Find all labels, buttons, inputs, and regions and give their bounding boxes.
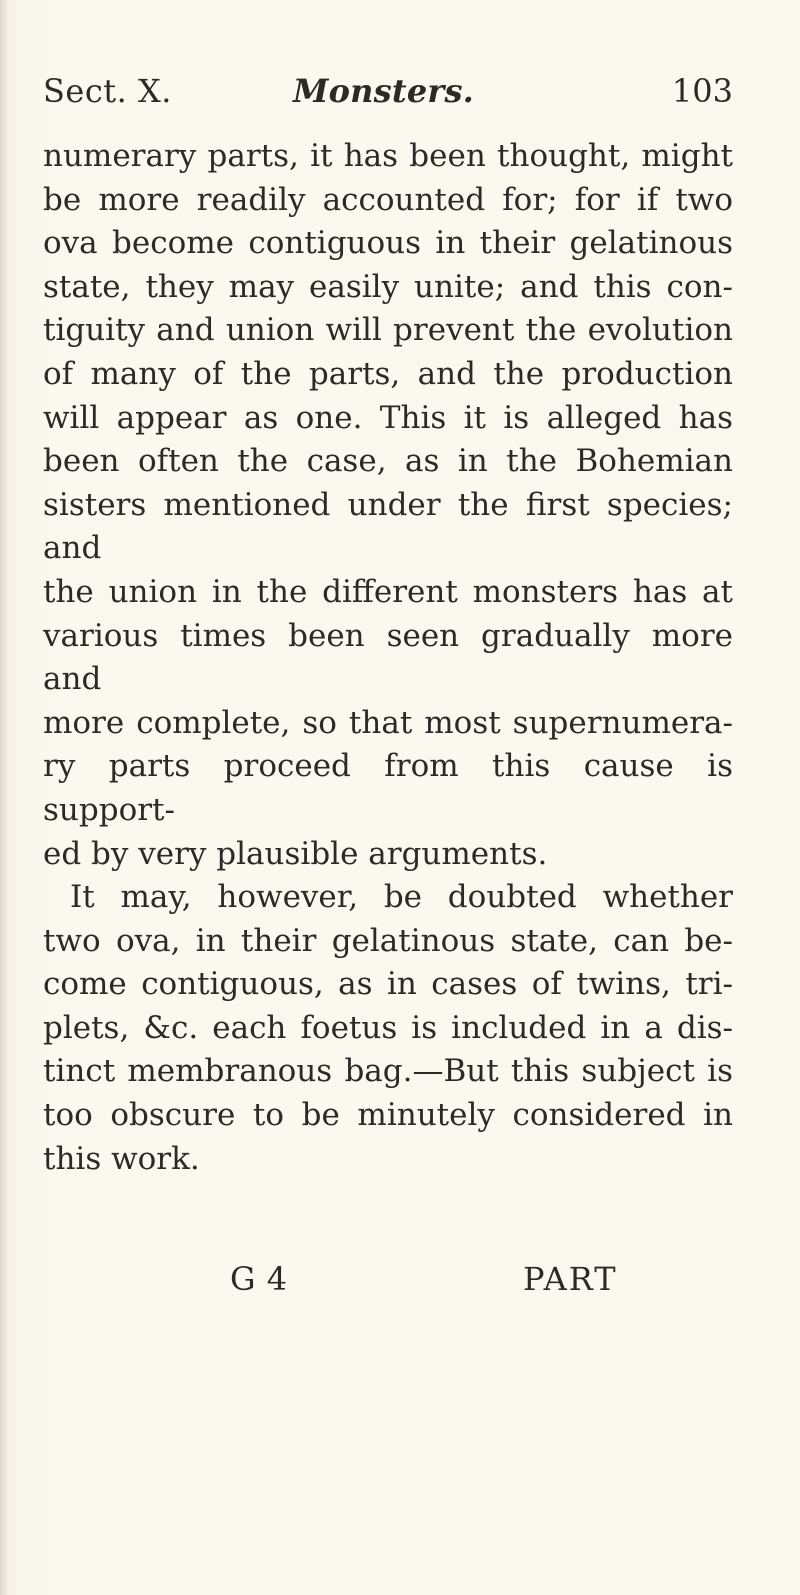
- text-line: state, they may easily unite; and this con-: [43, 268, 733, 305]
- page-edge-shadow: [0, 0, 8, 1595]
- running-title: Monsters.: [293, 72, 475, 110]
- text-line: too obscure to be minutely considered in: [43, 1097, 733, 1134]
- text-line: the union in the different monsters has at: [43, 573, 733, 610]
- running-header: [43, 72, 733, 122]
- text-line: numerary parts, it has been thought, might: [43, 138, 733, 174]
- text-line: this work.: [43, 1140, 200, 1177]
- signature-mark: G 4: [230, 1260, 288, 1298]
- text-line: will appear as one. This it is alleged has: [43, 399, 733, 436]
- text-line: come contiguous, as in cases of twins, tri-: [43, 966, 733, 1003]
- text-line: two ova, in their gelatinous state, can be-: [43, 922, 733, 959]
- text-line: of many of the parts, and the production: [43, 355, 733, 392]
- paragraph-start-line: It may, however, be doubted whether: [70, 879, 733, 916]
- body-text: [43, 135, 733, 1181]
- section-label: Sect. X.: [43, 72, 172, 110]
- text-line: various times been seen gradually more and: [43, 617, 733, 698]
- text-line: been often the case, as in the Bohemian: [43, 443, 733, 480]
- text-line: ry parts proceed from this cause is support-: [43, 748, 733, 828]
- text-line: ova become contiguous in their gelatinous: [43, 225, 733, 262]
- text-line: sisters mentioned under the first species; and: [43, 486, 733, 567]
- text-line: plets, &c. each foetus is included in a dis-: [43, 1009, 733, 1046]
- text-line: more complete, so that most supernumera-: [43, 704, 733, 741]
- page-number: 103: [671, 72, 733, 110]
- text-line: be more readily accounted for; for if two: [43, 181, 733, 218]
- text-line: tiguity and union will prevent the evolution: [43, 312, 733, 349]
- text-line: tinct membranous bag.—But this subject is: [43, 1053, 733, 1090]
- text-line: ed by very plausible arguments.: [43, 835, 548, 872]
- catchword: PART: [523, 1260, 618, 1298]
